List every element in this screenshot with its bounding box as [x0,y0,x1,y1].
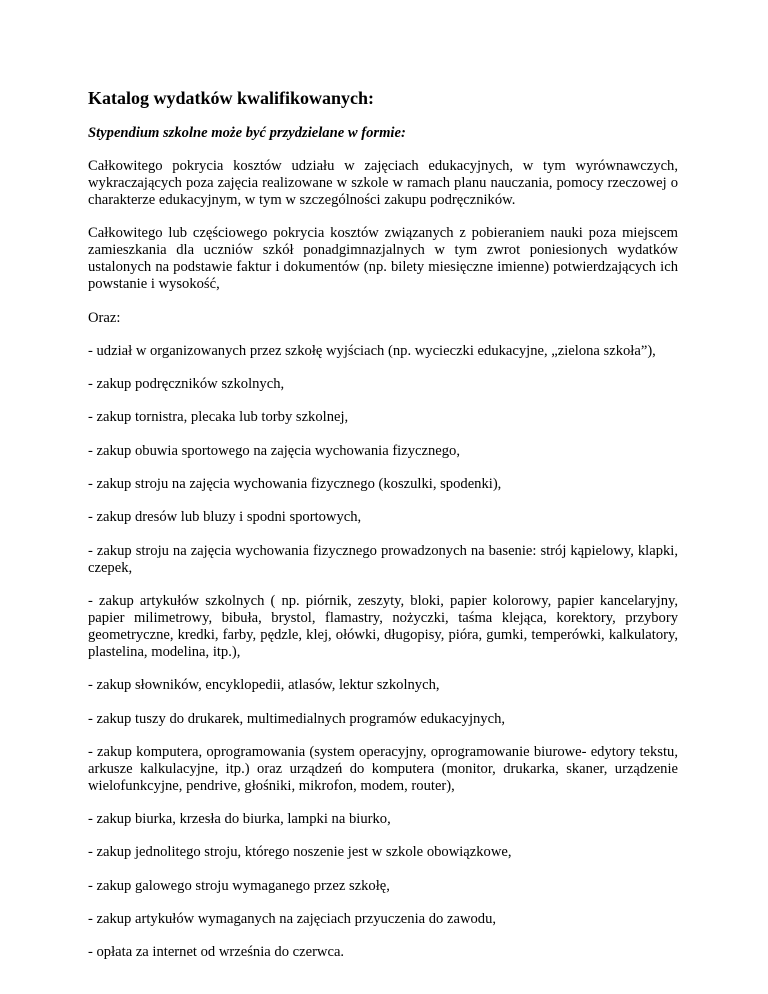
paragraph-1: Całkowitego pokrycia kosztów udziału w zajęciach edukacyjnych, w tym wyrównawczych, wykraczających poza zajęcia realizowane w szkole w ramach planu nauczania, pomocy rzeczowej o charakterze edukacyjnym, w tym w szczególności zakupu podręczników. [88,158,678,208]
list-item: - zakup biurka, krzesła do biurka, lampki na biurko, [88,811,391,828]
list-item: - zakup stroju na zajęcia wychowania fizycznego prowadzonych na basenie: strój kąpielowy, klapki, czepek, [88,542,678,576]
document-page [88,88,678,978]
document-subtitle: Stypendium szkolne może być przydzielane w formie: [88,125,406,141]
expense-list [88,343,678,961]
list-item: - zakup jednolitego stroju, którego noszenie jest w szkole obowiązkowe, [88,844,512,861]
list-item: - zakup galowego stroju wymaganego przez szkołę, [88,877,390,894]
list-item: - zakup dresów lub bluzy i spodni sportowych, [88,509,362,526]
list-item: - zakup artykułów szkolnych ( np. piórnik, zeszyty, bloki, papier kolorowy, papier kancelaryjny, papier milimetrowy, bibuła, brystol, flamastry, nożyczki, taśma klejąca, korektory, przybory geometryczne, kredki, farby, pędzle, klej, ołówki, długopisy, pióra, gumki, temperówki, kalkulatory, plastelina, modelina, itp.), [88,592,678,660]
list-item: - zakup stroju na zajęcia wychowania fizycznego (koszulki, spodenki), [88,476,502,493]
oraz-label: Oraz: [88,309,121,326]
list-item: - zakup artykułów wymaganych na zajęciach przyuczenia do zawodu, [88,911,497,928]
list-item: - zakup tuszy do drukarek, multimedialnych programów edukacyjnych, [88,710,506,727]
list-item: - zakup słowników, encyklopedii, atlasów, lektur szkolnych, [88,677,440,694]
list-item: - zakup obuwia sportowego na zajęcia wychowania fizycznego, [88,442,460,459]
document-title: Katalog wydatków kwalifikowanych: [88,88,375,108]
paragraph-2: Całkowitego lub częściowego pokrycia kosztów związanych z pobieraniem nauki poza miejscem zamieszkania dla uczniów szkół ponadgimnazjalnych w tym zwrot poniesionych wydatków ustalonych na podstawie faktur i dokumentów (np. bilety miesięczne imienne) potwierdzających ich powstanie i wysokość, [88,225,678,293]
list-item: - opłata za internet od września do czerwca. [88,944,345,961]
list-item: - zakup tornistra, plecaka lub torby szkolnej, [88,409,349,426]
list-item: - zakup komputera, oprogramowania (system operacyjny, oprogramowanie biurowe- edytory tekstu, arkusze kalkulacyjne, itp.) oraz urządzeń do komputera (monitor, drukarka, skaner, urządzenie wielofunkcyjne, pendrive, głośniki, mikrofon, modem, router), [88,743,678,794]
list-item: - zakup podręczników szkolnych, [88,376,285,393]
list-item: - udział w organizowanych przez szkołę wyjściach (np. wycieczki edukacyjne, „zielona szkoła”), [88,342,656,359]
